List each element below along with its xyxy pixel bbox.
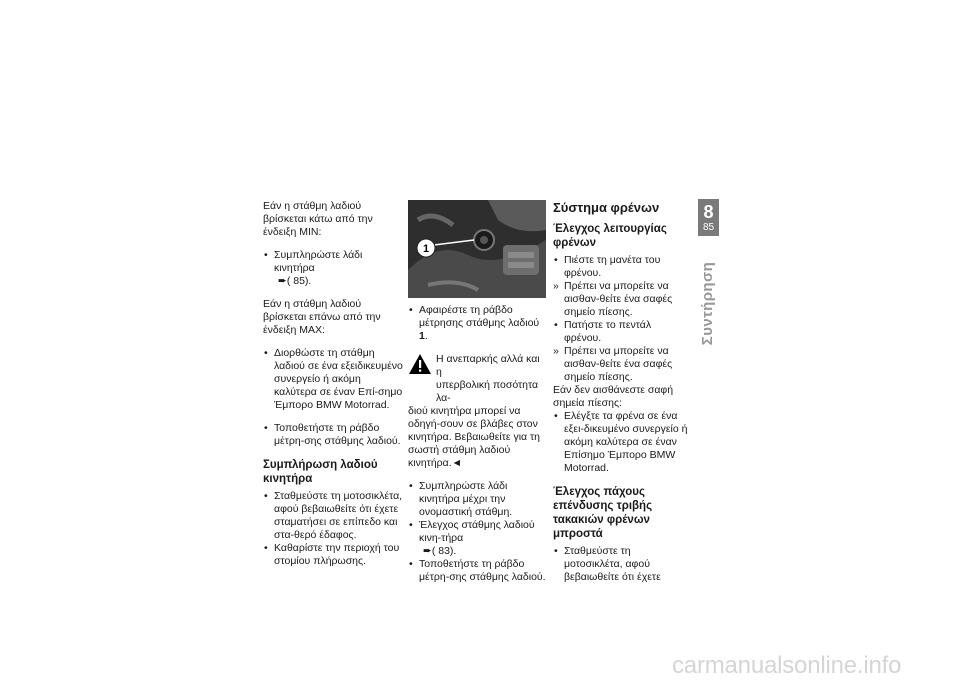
list-item-text: Συμπληρώστε λάδι κινητήρα — [274, 249, 363, 274]
list-function-check — [553, 254, 691, 384]
list-item: • Τοποθετήστε τη ράβδο μέτρη-σης στάθμης λαδιού. — [263, 422, 405, 448]
list-remove — [408, 304, 546, 343]
chapter-heading-brakes: Σύστημα φρένων — [553, 200, 660, 215]
list-min — [263, 249, 405, 288]
page-reference[interactable]: ➨( 85). — [278, 275, 312, 287]
paragraph-max: Εάν η στάθμη λαδιού βρίσκεται επάνω από την ένδειξη MAX: — [263, 298, 381, 336]
list-item: • Ελέγξτε τα φρένα σε ένα εξει-δικευμένο συνεργείο ή ακόμη καλύτερα σε έναν Επίσημο Έμπορο BMW Motorrad. — [553, 410, 691, 475]
arrow-right-icon: ➨ — [423, 545, 432, 557]
list-item: • Πιέστε τη μανέτα του φρένου. — [553, 254, 691, 280]
list-item: • Καθαρίστε την περιοχή του στομίου πλήρωσης. — [263, 542, 405, 568]
list-item: • Σταθμεύστε τη μοτοσικλέτα, αφού βεβαιωθείτε ότι έχετε σταματήσει σε επίπεδο και στα-θερό έδαφος. — [263, 490, 405, 542]
chapter-number: 8 — [703, 202, 714, 222]
list-item: • Συμπληρώστε λάδι κινητήρα μέχρι την ονομαστική στάθμη. — [408, 480, 546, 519]
page-reference[interactable]: ➨( 83). — [423, 545, 457, 557]
list-item: • Έλεγχος στάθμης λαδιού κινη-τήρα ➨( 83). — [408, 519, 546, 558]
engine-illustration — [408, 200, 546, 298]
section-heading-pad-thickness: Έλεγχος πάχους επένδυσης τριβής τακακιών φρένων μπροστά — [553, 486, 653, 540]
list-item: • Τοποθετήστε τη ράβδο μέτρη-σης στάθμης λαδιού. — [408, 558, 546, 584]
column-3 — [553, 200, 691, 594]
callout-label: 1 — [422, 243, 430, 255]
list-dipstick — [263, 422, 405, 448]
list-item — [263, 249, 405, 288]
arrow-right-icon: ➨ — [278, 275, 287, 287]
list-item: • Σταθμεύστε τη μοτοσικλέτα, αφού βεβαιωθείτε ότι έχετε — [553, 545, 691, 584]
list-pad-check — [553, 545, 691, 584]
chapter-title-vertical: Συντήρηση — [699, 261, 716, 346]
list-item: • Πατήστε το πεντάλ φρένου. — [553, 319, 691, 345]
warning-text: Η ανεπαρκής αλλά και η υπερβολική ποσότητα λα- διού κινητήρα μπορεί να οδηγή-σουν σε βλάβες στον κινητήρα. Βεβαιωθείτε για τη σωστή στάθμη λαδιού κινητήρα.◄ — [408, 353, 541, 469]
result-item: » Πρέπει να μπορείτε να αισθαν-θείτε ένα σαφές σημείο πίεσης. — [553, 280, 691, 319]
engine-photo — [408, 200, 546, 298]
watermark: carmanualsonline.info — [672, 652, 902, 679]
warning-note — [408, 353, 546, 470]
chapter-tab — [698, 199, 719, 236]
list-item: • Διορθώστε τη στάθμη λαδιού σε ένα εξειδικευμένο συνεργείο ή ακόμη καλύτερα σε έναν Επί-σημο Έμπορο BMW Motorrad. — [263, 347, 405, 412]
paragraph-no-pressure: Εάν δεν αισθάνεστε σαφή σημεία πίεσης: — [553, 384, 674, 409]
warning-triangle-icon — [408, 353, 432, 375]
list-fill — [263, 490, 405, 568]
paragraph-min: Εάν η στάθμη λαδιού βρίσκεται κάτω από την ένδειξη MIN: — [263, 200, 373, 238]
list-item: • Αφαιρέστε τη ράβδο μέτρησης στάθμης λαδιού 1. — [408, 304, 546, 343]
list-fill-steps — [408, 480, 546, 584]
list-max — [263, 347, 405, 412]
end-marker: ◄ — [451, 457, 463, 469]
list-check-brakes — [553, 410, 691, 475]
section-heading-function-check: Έλεγχος λειτουργίας φρένων — [553, 223, 667, 249]
section-heading-fill-oil: Συμπλήρωση λαδιού κινητήρα — [263, 459, 378, 485]
column-1 — [263, 200, 405, 578]
result-item: » Πρέπει να μπορείτε να αισθαν-θείτε ένα σαφές σημείο πίεσης. — [553, 345, 691, 384]
page-number: 85 — [702, 222, 715, 233]
column-2 — [408, 200, 546, 594]
